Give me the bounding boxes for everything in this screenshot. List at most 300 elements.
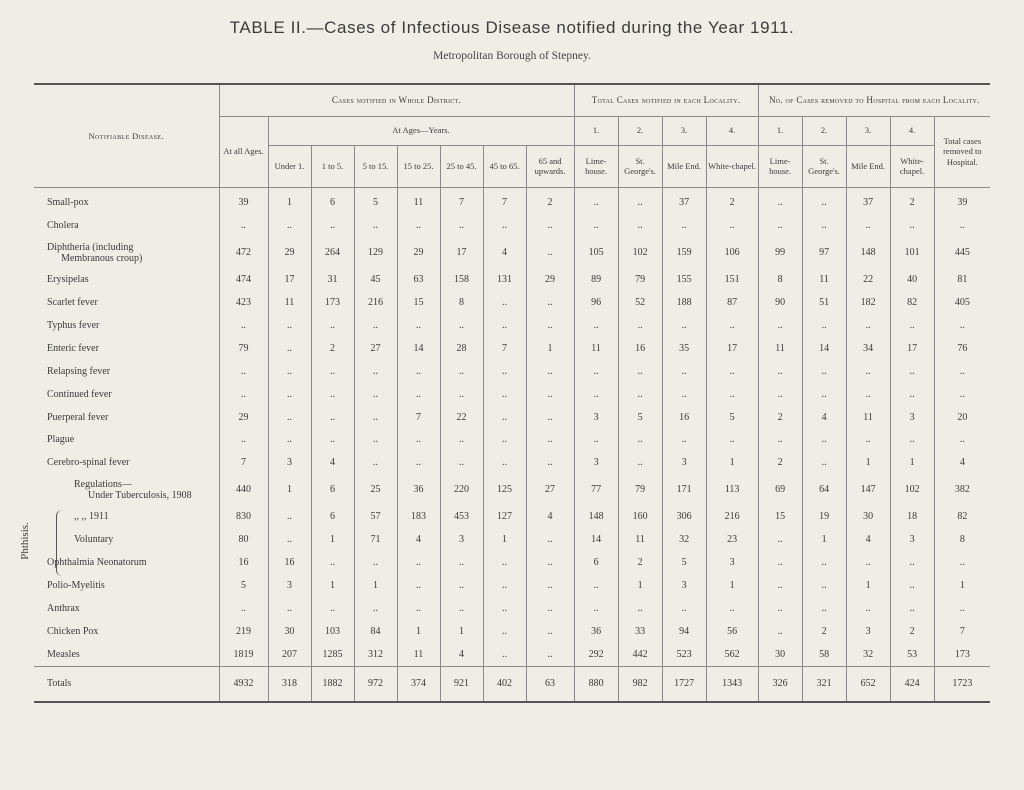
table-cell: 82 bbox=[934, 505, 990, 528]
table-cell: 2 bbox=[526, 187, 574, 214]
disease-name: Polio-Myelitis bbox=[47, 579, 105, 591]
table-cell: .. bbox=[662, 360, 706, 383]
table-cell: 1882 bbox=[311, 666, 354, 702]
table-cell: 2 bbox=[618, 551, 662, 574]
table-cell: .. bbox=[440, 214, 483, 237]
header-locality: Mile End. bbox=[662, 145, 706, 187]
table-cell: .. bbox=[526, 429, 574, 452]
table-row bbox=[34, 314, 990, 337]
table-cell: 5 bbox=[354, 187, 397, 214]
disease-name: Small-pox bbox=[47, 197, 89, 209]
table-cell: .. bbox=[662, 429, 706, 452]
table-cell: .. bbox=[574, 360, 618, 383]
table-cell: 87 bbox=[706, 291, 758, 314]
table-cell: .. bbox=[618, 429, 662, 452]
disease-name: Plague bbox=[47, 434, 75, 446]
header-locality: Mile End. bbox=[846, 145, 890, 187]
table-cell: 16 bbox=[219, 551, 268, 574]
table-cell: 5 bbox=[219, 574, 268, 597]
table-cell: .. bbox=[268, 214, 311, 237]
table-cell: 318 bbox=[268, 666, 311, 702]
table-cell: .. bbox=[440, 597, 483, 620]
table-cell: .. bbox=[618, 360, 662, 383]
table-cell: 16 bbox=[618, 337, 662, 360]
table-cell: 5 bbox=[662, 551, 706, 574]
table-cell: .. bbox=[890, 597, 934, 620]
disease-name: Chicken Pox bbox=[47, 625, 99, 637]
table-cell: 18 bbox=[890, 505, 934, 528]
table-cell: 1 bbox=[526, 337, 574, 360]
table-cell: 23 bbox=[706, 528, 758, 551]
table-cell: .. bbox=[354, 597, 397, 620]
table-cell: 1 bbox=[846, 574, 890, 597]
table-cell: 2 bbox=[758, 451, 802, 474]
table-cell: 171 bbox=[662, 474, 706, 505]
header-removed-locality: No. of Cases removed to Hospital from each Locality. bbox=[758, 84, 990, 116]
table-cell: .. bbox=[758, 528, 802, 551]
table-cell: .. bbox=[483, 551, 526, 574]
table-cell: 11 bbox=[618, 528, 662, 551]
table-cell: 7 bbox=[397, 406, 440, 429]
table-cell: .. bbox=[758, 187, 802, 214]
table-cell: 1727 bbox=[662, 666, 706, 702]
table-cell: 84 bbox=[354, 620, 397, 643]
table-subtitle: Metropolitan Borough of Stepney. bbox=[433, 50, 591, 62]
table-cell: .. bbox=[574, 187, 618, 214]
table-cell: 4 bbox=[397, 528, 440, 551]
table-cell: 35 bbox=[662, 337, 706, 360]
table-cell: 1 bbox=[354, 574, 397, 597]
table-cell: 29 bbox=[219, 406, 268, 429]
table-cell: 216 bbox=[706, 505, 758, 528]
table-cell: 76 bbox=[934, 337, 990, 360]
table-cell: 102 bbox=[890, 474, 934, 505]
table-cell: .. bbox=[311, 406, 354, 429]
table-cell: .. bbox=[934, 360, 990, 383]
table-cell: 3 bbox=[574, 451, 618, 474]
table-cell: .. bbox=[574, 574, 618, 597]
table-cell: 160 bbox=[618, 505, 662, 528]
header-at-ages-years: At Ages—Years. bbox=[268, 116, 574, 145]
table-cell: 69 bbox=[758, 474, 802, 505]
table-cell: .. bbox=[802, 451, 846, 474]
table-cell: 155 bbox=[662, 268, 706, 291]
table-cell: 15 bbox=[758, 505, 802, 528]
table-cell: 11 bbox=[574, 337, 618, 360]
table-cell: .. bbox=[526, 620, 574, 643]
table-cell: .. bbox=[354, 214, 397, 237]
table-cell: .. bbox=[846, 314, 890, 337]
table-cell: 1 bbox=[618, 574, 662, 597]
header-locality-num: 4. bbox=[706, 116, 758, 145]
table-cell: 17 bbox=[268, 268, 311, 291]
table-cell: 94 bbox=[662, 620, 706, 643]
table-cell: .. bbox=[268, 406, 311, 429]
table-cell: 220 bbox=[440, 474, 483, 505]
table-cell: .. bbox=[440, 551, 483, 574]
table-row bbox=[34, 451, 990, 474]
table-cell: 17 bbox=[440, 237, 483, 268]
table-cell: .. bbox=[662, 214, 706, 237]
table-cell: .. bbox=[758, 597, 802, 620]
table-cell: 405 bbox=[934, 291, 990, 314]
table-cell: .. bbox=[758, 551, 802, 574]
table-cell: 11 bbox=[397, 187, 440, 214]
disease-name: Puerperal fever bbox=[47, 411, 109, 423]
table-cell: .. bbox=[397, 383, 440, 406]
header-at-all-ages: At all Ages. bbox=[219, 116, 268, 187]
table-cell: .. bbox=[846, 383, 890, 406]
table-cell: 11 bbox=[268, 291, 311, 314]
table-cell: 1 bbox=[397, 620, 440, 643]
table-cell: .. bbox=[526, 551, 574, 574]
table-cell: .. bbox=[526, 314, 574, 337]
table-cell: .. bbox=[758, 574, 802, 597]
header-locality-num: 2. bbox=[802, 116, 846, 145]
table-cell: .. bbox=[846, 360, 890, 383]
table-cell: 3 bbox=[706, 551, 758, 574]
table-cell: .. bbox=[706, 314, 758, 337]
table-cell: .. bbox=[311, 383, 354, 406]
table-cell: .. bbox=[219, 360, 268, 383]
table-cell: .. bbox=[440, 451, 483, 474]
table-cell: .. bbox=[574, 314, 618, 337]
table-cell: .. bbox=[890, 574, 934, 597]
table-cell: 1343 bbox=[706, 666, 758, 702]
header-age-group: 25 to 45. bbox=[440, 145, 483, 187]
table-cell: 7 bbox=[483, 187, 526, 214]
table-cell: 37 bbox=[846, 187, 890, 214]
table-cell: .. bbox=[397, 551, 440, 574]
table-cell: 1 bbox=[268, 187, 311, 214]
table-cell: .. bbox=[802, 214, 846, 237]
table-cell: 1 bbox=[483, 528, 526, 551]
table-cell: 52 bbox=[618, 291, 662, 314]
table-cell: .. bbox=[354, 551, 397, 574]
table-cell: .. bbox=[268, 314, 311, 337]
table-cell: 4932 bbox=[219, 666, 268, 702]
table-cell: 3 bbox=[268, 451, 311, 474]
table-cell: .. bbox=[890, 429, 934, 452]
table-cell: 207 bbox=[268, 643, 311, 666]
table-row bbox=[34, 237, 990, 268]
disease-name: ,, ,, 1911 bbox=[74, 511, 109, 523]
table-cell: 131 bbox=[483, 268, 526, 291]
table-cell: 423 bbox=[219, 291, 268, 314]
table-cell: .. bbox=[526, 406, 574, 429]
table-cell: .. bbox=[890, 314, 934, 337]
table-cell: 2 bbox=[890, 187, 934, 214]
table-cell: 3 bbox=[662, 451, 706, 474]
disease-name: Regulations— Under Tuberculosis, 1908 bbox=[74, 478, 192, 501]
table-title: TABLE II.—Cases of Infectious Disease notified during the Year 1911. bbox=[229, 18, 795, 37]
header-locality-num: 1. bbox=[574, 116, 618, 145]
table-cell: .. bbox=[440, 314, 483, 337]
table-cell: 103 bbox=[311, 620, 354, 643]
table-cell: 105 bbox=[574, 237, 618, 268]
table-cell: .. bbox=[526, 237, 574, 268]
table-cell: .. bbox=[354, 314, 397, 337]
table-cell: 19 bbox=[802, 505, 846, 528]
table-cell: 4 bbox=[526, 505, 574, 528]
table-row bbox=[34, 620, 990, 643]
table-cell: 972 bbox=[354, 666, 397, 702]
table-cell: .. bbox=[483, 291, 526, 314]
table-cell: .. bbox=[526, 360, 574, 383]
table-cell: 40 bbox=[890, 268, 934, 291]
table-cell: .. bbox=[526, 597, 574, 620]
table-cell: .. bbox=[268, 528, 311, 551]
table-cell: 264 bbox=[311, 237, 354, 268]
table-cell: .. bbox=[354, 360, 397, 383]
table-cell: .. bbox=[846, 214, 890, 237]
table-cell: .. bbox=[618, 597, 662, 620]
table-cell: .. bbox=[706, 360, 758, 383]
table-cell: .. bbox=[802, 551, 846, 574]
table-cell: 2 bbox=[758, 406, 802, 429]
table-cell: 37 bbox=[662, 187, 706, 214]
table-cell: .. bbox=[268, 360, 311, 383]
header-locality-num: 2. bbox=[618, 116, 662, 145]
table-row bbox=[34, 505, 990, 528]
table-cell: .. bbox=[483, 314, 526, 337]
header-total-removed: Total cases removed to Hospital. bbox=[934, 116, 990, 187]
header-locality: St. George's. bbox=[618, 145, 662, 187]
header-whole-district: Cases notified in Whole District. bbox=[219, 84, 574, 116]
header-disease: Notifiable Disease. bbox=[34, 84, 219, 187]
table-cell: 173 bbox=[311, 291, 354, 314]
table-cell: .. bbox=[574, 214, 618, 237]
table-cell: .. bbox=[890, 360, 934, 383]
table-cell: 3 bbox=[846, 620, 890, 643]
table-row bbox=[34, 597, 990, 620]
table-cell: 22 bbox=[846, 268, 890, 291]
table-cell: 3 bbox=[890, 406, 934, 429]
table-cell: 1819 bbox=[219, 643, 268, 666]
table-row bbox=[34, 406, 990, 429]
table-cell: 106 bbox=[706, 237, 758, 268]
table-cell: 3 bbox=[440, 528, 483, 551]
table-cell: .. bbox=[219, 314, 268, 337]
table-cell: 321 bbox=[802, 666, 846, 702]
header-locality-num: 4. bbox=[890, 116, 934, 145]
table-cell: .. bbox=[483, 214, 526, 237]
table-row bbox=[34, 528, 990, 551]
table-cell: .. bbox=[934, 214, 990, 237]
table-cell: 2 bbox=[802, 620, 846, 643]
table-cell: 292 bbox=[574, 643, 618, 666]
header-locality: Lime-house. bbox=[758, 145, 802, 187]
table-cell: 30 bbox=[846, 505, 890, 528]
table-cell: .. bbox=[397, 214, 440, 237]
table-cell: .. bbox=[354, 451, 397, 474]
table-cell: 921 bbox=[440, 666, 483, 702]
table-cell: 2 bbox=[890, 620, 934, 643]
table-cell: .. bbox=[802, 383, 846, 406]
table-cell: .. bbox=[662, 383, 706, 406]
table-row bbox=[34, 643, 990, 666]
table-cell: 99 bbox=[758, 237, 802, 268]
table-cell: .. bbox=[219, 429, 268, 452]
table-cell: 15 bbox=[397, 291, 440, 314]
table-row bbox=[34, 337, 990, 360]
table-cell: 27 bbox=[354, 337, 397, 360]
table-cell: .. bbox=[802, 360, 846, 383]
disease-name: Typhus fever bbox=[47, 320, 100, 331]
table-cell: 31 bbox=[311, 268, 354, 291]
table-cell: 79 bbox=[618, 474, 662, 505]
table-cell: .. bbox=[890, 383, 934, 406]
table-cell: .. bbox=[483, 451, 526, 474]
table-cell: 71 bbox=[354, 528, 397, 551]
table-cell: 14 bbox=[802, 337, 846, 360]
table-cell: .. bbox=[706, 383, 758, 406]
table-cell: 424 bbox=[890, 666, 934, 702]
table-cell: 11 bbox=[846, 406, 890, 429]
table-cell: 173 bbox=[934, 643, 990, 666]
table-cell: .. bbox=[397, 314, 440, 337]
table-cell: .. bbox=[706, 597, 758, 620]
table-cell: 982 bbox=[618, 666, 662, 702]
table-cell: .. bbox=[219, 597, 268, 620]
disease-name: Measles bbox=[47, 648, 80, 660]
table-row bbox=[34, 291, 990, 314]
table-cell: .. bbox=[311, 360, 354, 383]
table-cell: 36 bbox=[574, 620, 618, 643]
disease-name: Diphtheria (including Membranous croup) bbox=[47, 241, 143, 264]
table-row bbox=[34, 187, 990, 214]
table-cell: 45 bbox=[354, 268, 397, 291]
infectious-disease-table bbox=[34, 83, 990, 703]
table-cell: 32 bbox=[662, 528, 706, 551]
header-locality: White-chapel. bbox=[706, 145, 758, 187]
table-cell: .. bbox=[934, 551, 990, 574]
table-cell: 11 bbox=[758, 337, 802, 360]
table-cell: 101 bbox=[890, 237, 934, 268]
table-cell: 4 bbox=[846, 528, 890, 551]
table-cell: 159 bbox=[662, 237, 706, 268]
table-cell: .. bbox=[526, 643, 574, 666]
header-locality: Lime-house. bbox=[574, 145, 618, 187]
table-cell: .. bbox=[618, 451, 662, 474]
table-cell: 34 bbox=[846, 337, 890, 360]
table-cell: .. bbox=[397, 360, 440, 383]
table-cell: .. bbox=[934, 383, 990, 406]
table-cell: .. bbox=[397, 574, 440, 597]
table-cell: 1285 bbox=[311, 643, 354, 666]
table-cell: 326 bbox=[758, 666, 802, 702]
disease-name: Ophthalmia Neonatorum bbox=[47, 557, 147, 569]
disease-name: Relapsing fever bbox=[47, 365, 111, 377]
table-cell: 151 bbox=[706, 268, 758, 291]
table-cell: 17 bbox=[890, 337, 934, 360]
table-cell: .. bbox=[311, 314, 354, 337]
table-cell: .. bbox=[268, 429, 311, 452]
table-cell: 7 bbox=[483, 337, 526, 360]
table-cell: 16 bbox=[268, 551, 311, 574]
table-cell: .. bbox=[354, 406, 397, 429]
table-cell: 4 bbox=[934, 451, 990, 474]
table-cell: 4 bbox=[440, 643, 483, 666]
table-cell: 1 bbox=[802, 528, 846, 551]
table-cell: 216 bbox=[354, 291, 397, 314]
table-cell: 90 bbox=[758, 291, 802, 314]
table-cell: .. bbox=[397, 429, 440, 452]
table-cell: 2 bbox=[311, 337, 354, 360]
table-cell: .. bbox=[758, 360, 802, 383]
header-age-group: 15 to 25. bbox=[397, 145, 440, 187]
table-cell: .. bbox=[618, 314, 662, 337]
disease-name: Erysipelas bbox=[47, 274, 89, 286]
table-cell: .. bbox=[846, 551, 890, 574]
table-cell: 6 bbox=[311, 187, 354, 214]
totals-row bbox=[34, 666, 990, 702]
table-cell: .. bbox=[890, 214, 934, 237]
disease-name: Anthrax bbox=[47, 602, 80, 614]
table-cell: 147 bbox=[846, 474, 890, 505]
table-cell: 4 bbox=[802, 406, 846, 429]
table-cell: .. bbox=[397, 451, 440, 474]
table-cell: .. bbox=[526, 574, 574, 597]
table-cell: 30 bbox=[268, 620, 311, 643]
table-cell: 33 bbox=[618, 620, 662, 643]
table-cell: .. bbox=[311, 214, 354, 237]
table-row bbox=[34, 429, 990, 452]
disease-name: Cholera bbox=[47, 220, 79, 232]
table-cell: 81 bbox=[934, 268, 990, 291]
table-cell: .. bbox=[662, 314, 706, 337]
table-cell: 5 bbox=[618, 406, 662, 429]
table-cell: 445 bbox=[934, 237, 990, 268]
table-cell: 3 bbox=[574, 406, 618, 429]
table-cell: .. bbox=[483, 574, 526, 597]
table-cell: 96 bbox=[574, 291, 618, 314]
table-cell: 188 bbox=[662, 291, 706, 314]
table-cell: 56 bbox=[706, 620, 758, 643]
table-cell: .. bbox=[890, 551, 934, 574]
phthisis-brace bbox=[56, 510, 67, 576]
table-cell: 3 bbox=[268, 574, 311, 597]
table-cell: .. bbox=[354, 429, 397, 452]
table-cell: 22 bbox=[440, 406, 483, 429]
table-cell: .. bbox=[440, 360, 483, 383]
table-cell: 6 bbox=[311, 474, 354, 505]
table-cell: .. bbox=[311, 597, 354, 620]
table-cell: 127 bbox=[483, 505, 526, 528]
table-cell: 652 bbox=[846, 666, 890, 702]
table-cell: 82 bbox=[890, 291, 934, 314]
table-cell: 17 bbox=[706, 337, 758, 360]
header-age-group: 1 to 5. bbox=[311, 145, 354, 187]
table-cell: 64 bbox=[802, 474, 846, 505]
table-cell: 182 bbox=[846, 291, 890, 314]
table-cell: 2 bbox=[706, 187, 758, 214]
table-cell: 8 bbox=[440, 291, 483, 314]
table-cell: .. bbox=[440, 383, 483, 406]
table-cell: .. bbox=[802, 429, 846, 452]
table-cell: 14 bbox=[397, 337, 440, 360]
table-cell: .. bbox=[618, 214, 662, 237]
table-cell: 1 bbox=[440, 620, 483, 643]
table-cell: 11 bbox=[802, 268, 846, 291]
table-cell: .. bbox=[574, 383, 618, 406]
table-cell: .. bbox=[574, 597, 618, 620]
table-row bbox=[34, 574, 990, 597]
header-age-group: Under 1. bbox=[268, 145, 311, 187]
table-cell: .. bbox=[526, 383, 574, 406]
table-cell: 20 bbox=[934, 406, 990, 429]
table-cell: 442 bbox=[618, 643, 662, 666]
